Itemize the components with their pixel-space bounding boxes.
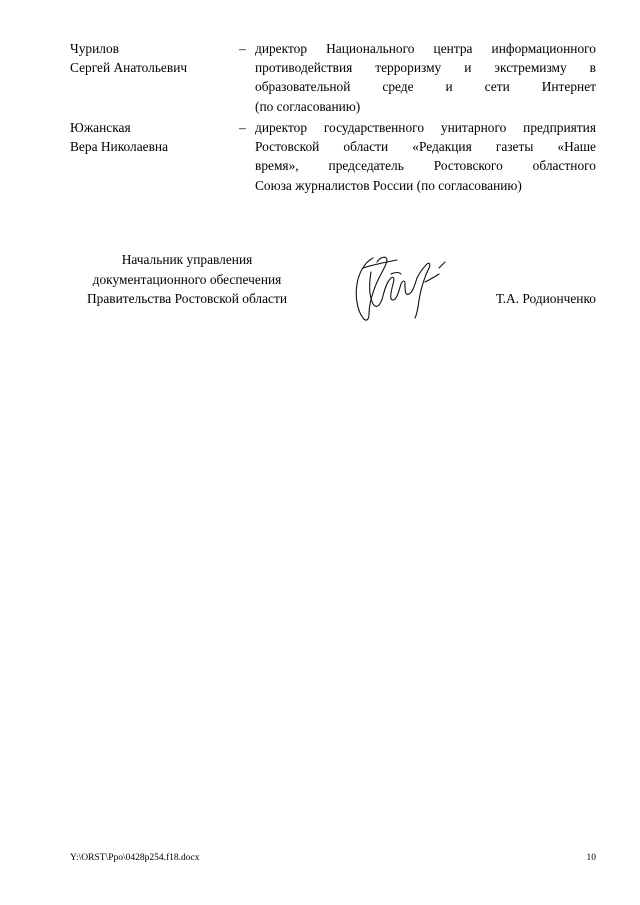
description-line: директор государственного унитарного предприятия [255,120,596,135]
description-line: образовательной среде и сети Интернет [255,79,596,95]
description-line: директор Национального центра информационного [255,41,596,56]
handwritten-signature [335,238,455,328]
member-entry [70,39,596,119]
member-surname: Чурилов [70,41,119,56]
description-line: Союза журналистов России (по согласованию) [255,177,522,193]
signer-position [62,250,312,309]
position-line: документационного обеспечения [92,271,282,287]
dash-separator: – [239,120,246,135]
member-given-names: Сергей Анатольевич [70,60,188,76]
dash-separator: – [239,41,246,56]
member-given-names: Вера Николаевна [70,139,169,155]
footer-page-number: 10 [586,853,596,863]
description-line: Ростовской области «Редакция газеты «Наше [255,139,596,155]
signer-name: Т.А. Родионченко [495,291,596,306]
member-name [70,39,230,77]
member-surname: Южанская [70,120,131,135]
member-entry [70,118,596,198]
description-line: противодействия терроризму и экстремизму в [255,60,596,76]
description-line: (по согласованию) [255,98,361,114]
member-name [70,118,230,156]
member-description [255,39,596,116]
position-line: Правительства Ростовской области [86,291,288,306]
description-line: время», председатель Ростовского областного [255,158,596,174]
footer-file-path: Y:\ORST\Ppo\0428p254.f18.docx [70,853,200,863]
member-description [255,118,596,195]
position-line: Начальник управления [121,252,253,267]
